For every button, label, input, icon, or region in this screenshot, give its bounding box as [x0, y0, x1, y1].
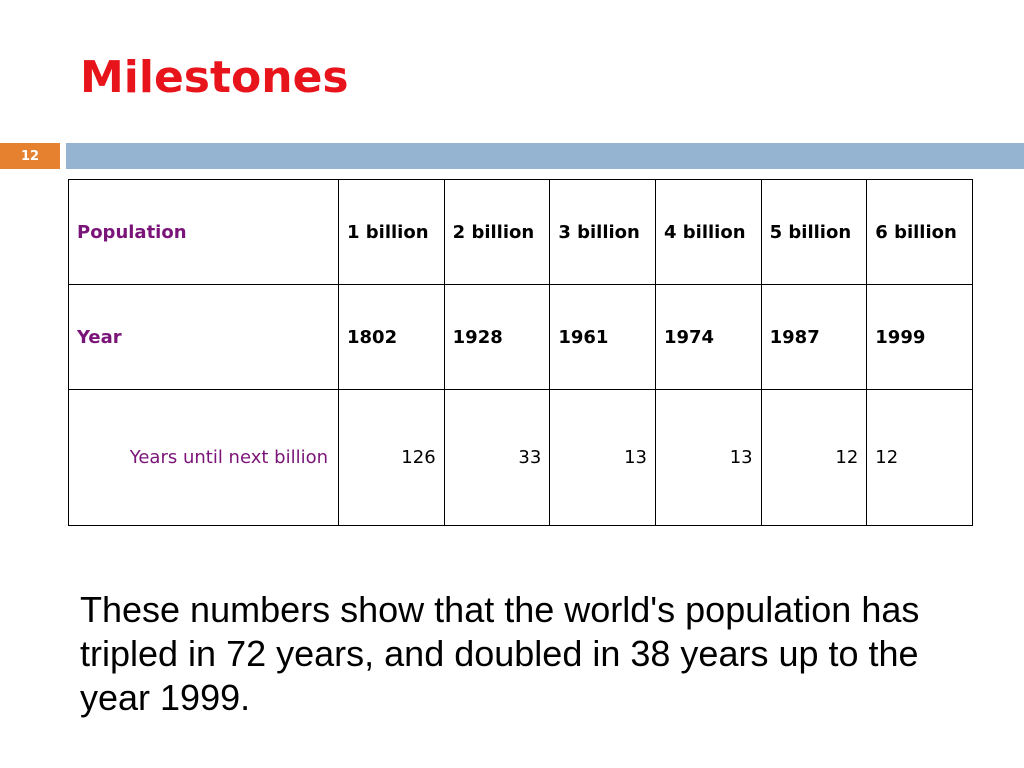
table-cell: 13 [550, 390, 656, 526]
table-row-year [69, 285, 973, 390]
table-cell: 1987 [761, 285, 867, 390]
table-cell: 1802 [339, 285, 445, 390]
table-cell: 1999 [867, 285, 973, 390]
table-cell: 126 [339, 390, 445, 526]
table-cell: 6 billion [867, 180, 973, 285]
table-cell: 3 billion [550, 180, 656, 285]
table-cell: 4 billion [655, 180, 761, 285]
milestones-table [68, 179, 973, 526]
table-cell: 1961 [550, 285, 656, 390]
table-cell: 1 billion [339, 180, 445, 285]
accent-bar [66, 143, 1024, 169]
row-label-years-until-next: Years until next billion [69, 390, 339, 526]
table-cell: 5 billion [761, 180, 867, 285]
table-row-years-until-next [69, 390, 973, 526]
summary-text: These numbers show that the world's population has tripled in 72 years, and doubled in 38 years up to the year 1999. [80, 589, 920, 718]
table-cell: 33 [444, 390, 550, 526]
row-label-population: Population [69, 180, 339, 285]
slide-number: 12 [0, 143, 60, 169]
table-cell: 1928 [444, 285, 550, 390]
row-label-year: Year [69, 285, 339, 390]
table-cell: 2 billion [444, 180, 550, 285]
slide-title: Milestones [80, 52, 349, 103]
table-row-population [69, 180, 973, 285]
table-cell: 12 [867, 390, 973, 526]
table-cell: 13 [655, 390, 761, 526]
table-cell: 1974 [655, 285, 761, 390]
table-cell: 12 [761, 390, 867, 526]
